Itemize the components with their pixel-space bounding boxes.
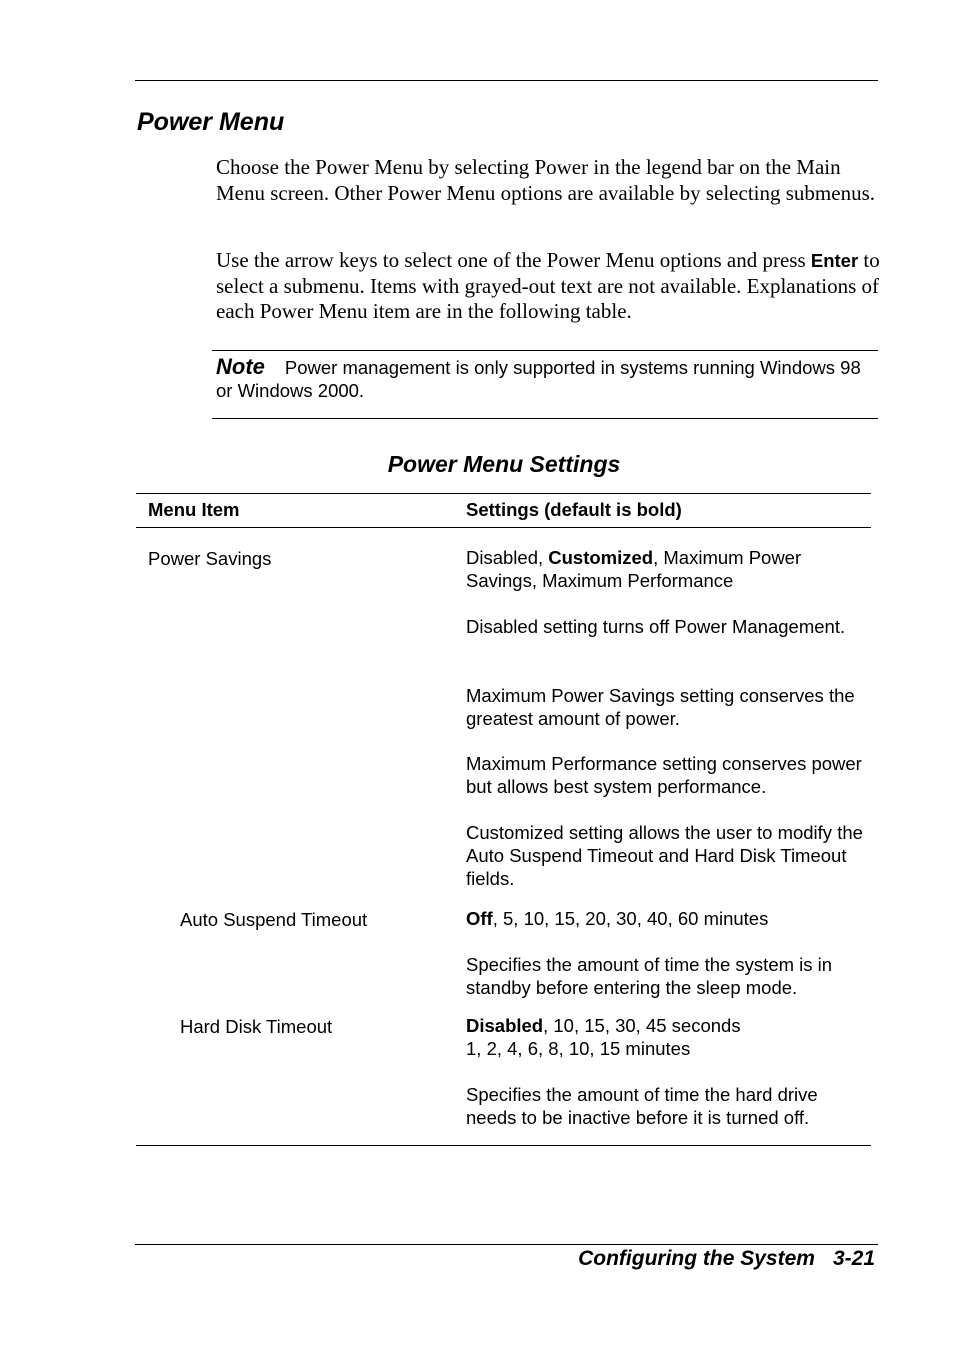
hard-disk-description: Specifies the amount of time the hard drive needs to be inactive before it is turned off.	[466, 1084, 818, 1128]
table-header-rule	[136, 527, 871, 528]
power-savings-description: Customized setting allows the user to modify the Auto Suspend Timeout and Hard Disk Timeout fields.	[466, 822, 863, 889]
table-row-item-power-savings: Power Savings	[148, 548, 272, 569]
footer-chapter-title: Configuring the System	[578, 1247, 815, 1270]
table-row-item-auto-suspend-timeout: Auto Suspend Timeout	[180, 909, 368, 930]
note-top-rule	[212, 350, 878, 351]
instruction-text-end: to select a submenu. Items with grayed-out text are not available. Explanations of each Power Menu item are in the following table.	[216, 248, 880, 323]
section-heading: Power Menu	[137, 108, 285, 136]
table-title: Power Menu Settings	[387, 451, 621, 477]
instruction-paragraph	[216, 248, 881, 325]
footer-page-number: 3-21	[832, 1247, 875, 1270]
default-option: Disabled	[466, 1015, 544, 1036]
option-text: Disabled,	[466, 547, 549, 568]
power-savings-description: Maximum Power Savings setting conserves the greatest amount of power.	[466, 685, 855, 729]
instruction-text-start: Use the arrow keys to select one of the Power Menu options and press	[216, 248, 811, 272]
option-text: , 5, 10, 15, 20, 30, 40, 60 minutes	[492, 908, 769, 929]
power-savings-description: Maximum Performance setting conserves power but allows best system performance.	[466, 753, 862, 797]
option-text: , Maximum Power Savings, Maximum Performance	[466, 547, 802, 591]
default-option: Customized	[548, 547, 654, 568]
note-text: Power management is only supported in systems running Windows 98 or Windows 2000.	[216, 357, 861, 401]
intro-paragraph: Choose the Power Menu by selecting Power in the legend bar on the Main Menu screen. Other Power Menu options are available by selecting submenus.	[216, 155, 875, 205]
footer-rule	[135, 1244, 878, 1245]
note-label: Note	[216, 354, 265, 379]
hard-disk-options-minutes: 1, 2, 4, 6, 8, 10, 15 minutes	[466, 1038, 691, 1059]
column-header-menu-item: Menu Item	[148, 499, 240, 520]
page-footer	[578, 1247, 875, 1271]
power-savings-description: Disabled setting turns off Power Management.	[466, 616, 846, 637]
auto-suspend-options	[466, 907, 871, 930]
power-savings-options	[466, 546, 871, 592]
table-row-item-hard-disk-timeout: Hard Disk Timeout	[180, 1016, 333, 1037]
note-block	[216, 355, 876, 402]
hard-disk-options	[466, 1014, 871, 1037]
auto-suspend-description: Specifies the amount of time the system is in standby before entering the sleep mode.	[466, 954, 833, 998]
table-top-rule	[136, 493, 871, 494]
table-bottom-rule	[136, 1145, 871, 1146]
header-rule	[135, 80, 878, 81]
note-bottom-rule	[212, 418, 878, 419]
column-header-settings: Settings (default is bold)	[466, 499, 682, 520]
option-text: , 10, 15, 30, 45 seconds	[543, 1015, 741, 1036]
enter-key-label: Enter	[810, 250, 859, 271]
default-option: Off	[466, 908, 493, 929]
